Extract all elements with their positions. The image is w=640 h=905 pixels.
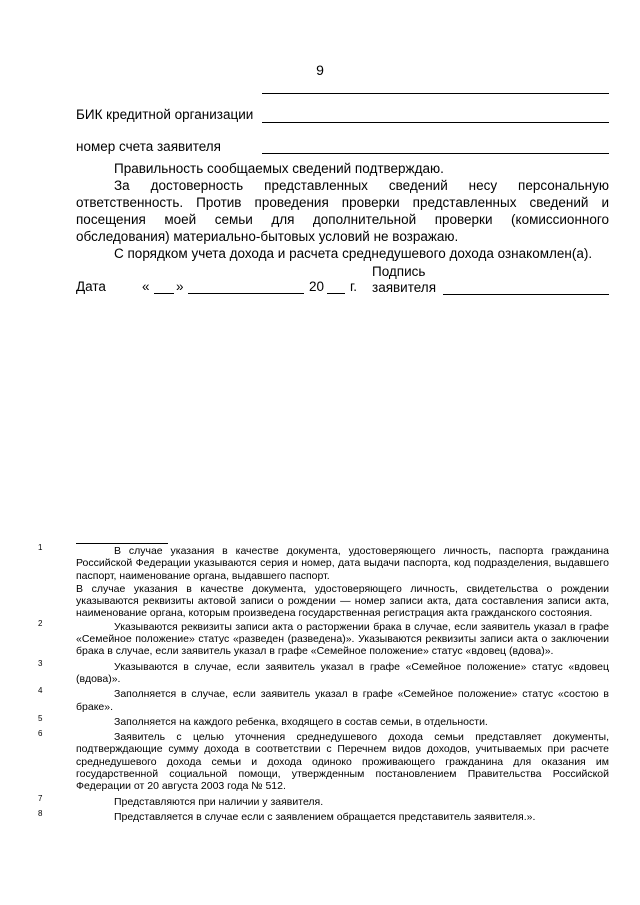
account-label: номер счета заявителя — [76, 139, 221, 154]
footnote-text: Указываются реквизиты записи акта о расторжении брака в случае, если заявитель указал в графе «Семейное положение» статус «разведен (разведена)». Указываются реквизиты записи акта о заключении брака в случае, если заявитель указал в графе «Семейное положение» статус «вдовец (вдова)». — [76, 620, 609, 658]
footnote-text: Заполняется на каждого ребенка, входящего в состав семьи, в отдельности. — [114, 715, 488, 728]
year-field[interactable] — [327, 293, 345, 294]
footnote-mark: 3 — [38, 658, 43, 668]
footnote-8 — [38, 808, 609, 823]
footnote-mark: 1 — [38, 543, 43, 552]
year-suffix: г. — [350, 279, 358, 294]
statement-confirm: Правильность сообщаемых сведений подтверждаю. — [114, 161, 444, 176]
blank-line-top — [262, 93, 609, 94]
footnote-mark: 5 — [38, 713, 43, 723]
footnote-mark: 7 — [38, 793, 43, 803]
signature-label-1: Подпись — [372, 264, 426, 279]
account-field[interactable] — [262, 153, 609, 154]
footnote-5 — [38, 713, 609, 728]
footnote-mark: 4 — [38, 686, 43, 696]
statement-block — [76, 160, 609, 262]
signature-field[interactable] — [443, 294, 609, 295]
footnote-rule — [76, 543, 168, 544]
footnote-text: Представляется в случае если с заявлением обращается представитель заявителя.». — [114, 810, 536, 823]
date-label: Дата — [76, 279, 106, 294]
signature-label-2: заявителя — [372, 280, 436, 295]
footnote-1-continued — [76, 583, 609, 620]
footnote-4 — [38, 686, 609, 713]
day-field[interactable] — [154, 293, 174, 294]
footnote-text: Представляются при наличии у заявителя. — [114, 795, 324, 808]
quote-open: « — [142, 279, 150, 294]
statement-acknowledge: С порядком учета дохода и расчета среднедушевого дохода ознакомлен(а). — [114, 246, 593, 261]
footnote-1 — [38, 543, 609, 582]
footnote-text: В случае указания в качестве документа, удостоверяющего личность, паспорта гражданина Российской Федерации указываются серия и номер, дата выдачи паспорта, код подразделения, выдавшего паспорт, наименование органа, выдавшего паспорт. — [76, 545, 609, 582]
footnote-6 — [38, 729, 609, 793]
footnote-text: Заполняется в случае, если заявитель указал в графе «Семейное положение» статус «состою в браке». — [76, 688, 609, 713]
footnote-text: Указываются в случае, если заявитель указал в графе «Семейное положение» статус «вдовец (вдова)». — [76, 660, 609, 685]
footnote-7 — [38, 793, 609, 808]
footnote-text: В случае указания в качестве документа, удостоверяющего личность, свидетельства о рождении указываются реквизиты актовой записи о рождении — номер записи акта, дата составления записи акта, наименование органа, которым произведена государственная регистрация акта гражданского состояния. — [76, 582, 609, 620]
footnote-2 — [38, 618, 609, 658]
footnote-mark: 2 — [38, 618, 43, 628]
footnote-text: Заявитель с целью уточнения среднедушевого дохода семьи представляет документы, подтверждающие сумму дохода в соответствии с Перечнем видов доходов, учитываемых при расчете среднедушевого дохода семьи и дохода одиноко проживающего гражданина для оказания им государственной социальной помощи, утвержденным постановлением Правительства Российской Федерации от 20 августа 2003 года № 512. — [76, 731, 609, 793]
bik-field[interactable] — [262, 122, 609, 123]
footnote-3 — [38, 658, 609, 686]
statement-responsibility: За достоверность представленных сведений несу персональную ответственность. Против проведения проверки представленных сведений и посещения моей семьи для дополнительной проверки (комиссионного обследования) материально-бытовых условий не возражаю. — [76, 178, 609, 244]
footnotes — [38, 543, 609, 824]
year-prefix: 20 — [309, 279, 325, 294]
quote-close: » — [176, 279, 184, 294]
bik-label: БИК кредитной организации — [76, 107, 254, 122]
footnote-mark: 8 — [38, 808, 43, 818]
page-number: 9 — [316, 62, 324, 78]
footnote-mark: 6 — [38, 729, 43, 739]
month-field[interactable] — [188, 293, 304, 294]
